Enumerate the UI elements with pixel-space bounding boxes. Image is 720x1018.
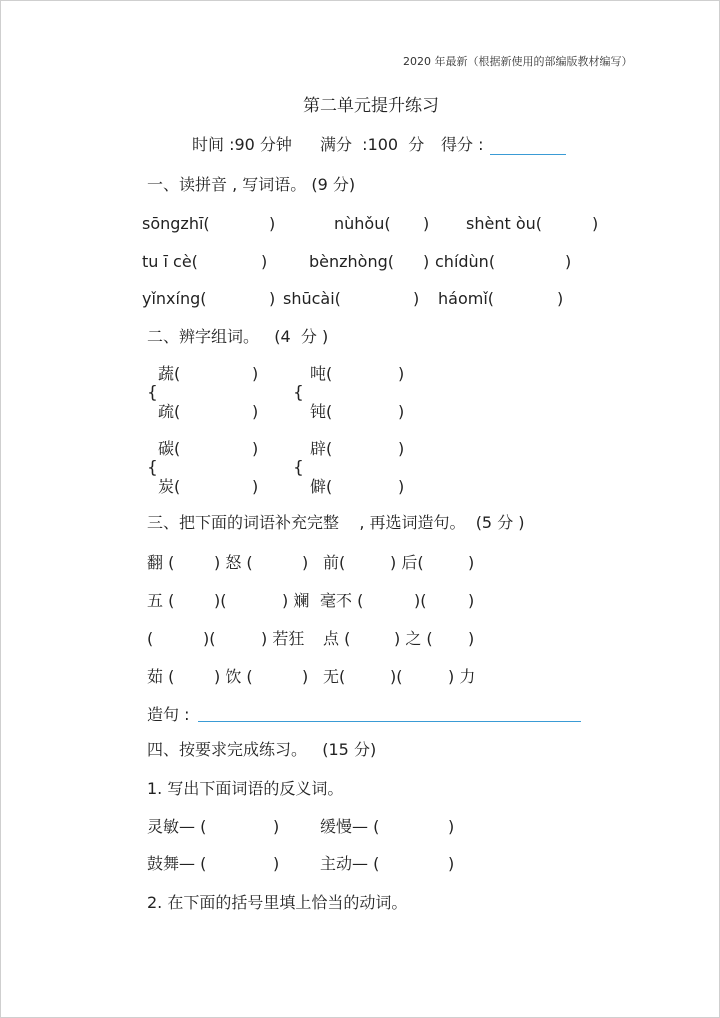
antonym-item: 灵敏— (	[147, 817, 207, 836]
idiom-part: )	[468, 553, 475, 572]
paren-close: )	[252, 477, 259, 496]
idiom-part: )	[468, 591, 475, 610]
pinyin-7: yǐnxíng(	[142, 289, 207, 308]
idiom-part: 毫不 (	[320, 591, 364, 610]
idiom-part: ) 怒 (	[214, 553, 253, 572]
char-shu-sparse: 疏(	[158, 402, 181, 421]
pinyin-3: shènt òu(	[466, 214, 542, 233]
idiom-part: 无(	[323, 667, 346, 686]
idiom-part: )(	[203, 629, 216, 648]
idiom-part: )	[302, 553, 309, 572]
char-shu-vegetable: 蔬(	[158, 364, 181, 383]
char-pi-remote: 僻(	[310, 477, 333, 496]
paren-close: )	[273, 854, 280, 873]
section1-heading: 一、读拼音 , 写词语。 (9 分)	[147, 175, 356, 194]
pinyin-4: tu ī cè(	[142, 252, 198, 271]
pinyin-9: háomǐ(	[438, 289, 495, 308]
paren-close: )	[423, 252, 430, 271]
page-title: 第二单元提升练习	[303, 96, 439, 116]
paren-close: )	[398, 402, 405, 421]
idiom-part: ) 后(	[390, 553, 424, 572]
brace: {	[293, 383, 304, 403]
paren-close: )	[398, 439, 405, 458]
pinyin-8: shūcài(	[283, 289, 341, 308]
paren-close: )	[261, 252, 268, 271]
question-1: 1. 写出下面词语的反义词。	[147, 779, 344, 798]
paren-close: )	[448, 817, 455, 836]
section4-heading: 四、按要求完成练习。 (15 分)	[147, 740, 377, 759]
antonym-item: 缓慢— (	[320, 817, 380, 836]
idiom-part: (	[147, 629, 154, 648]
idiom-part: ) 斓	[282, 591, 310, 610]
paren-close: )	[592, 214, 599, 233]
paren-close: )	[269, 214, 276, 233]
time-label: 时间 :90 分钟	[192, 135, 292, 154]
score-label: 满分 :100 分	[320, 135, 425, 154]
char-tan-carbon: 碳(	[158, 439, 181, 458]
idiom-part: ) 饮 (	[214, 667, 253, 686]
paren-close: )	[252, 439, 259, 458]
pinyin-2: nùhǒu(	[334, 214, 391, 233]
question-2: 2. 在下面的括号里填上恰当的动词。	[147, 893, 408, 912]
section3-heading: 三、把下面的词语补充完整 , 再选词造句。 (5 分 )	[147, 513, 525, 532]
idiom-part: )(	[214, 591, 227, 610]
got-label: 得分 :	[441, 135, 484, 154]
sentence-blank[interactable]	[198, 721, 581, 722]
brace: {	[293, 458, 304, 478]
idiom-part: 茹 (	[147, 667, 175, 686]
paren-close: )	[273, 817, 280, 836]
brace: {	[147, 458, 158, 478]
score-blank[interactable]	[490, 154, 566, 155]
brace: {	[147, 383, 158, 403]
paren-close: )	[423, 214, 430, 233]
paren-close: )	[565, 252, 572, 271]
idiom-part: ) 若狂	[261, 629, 305, 648]
pinyin-1: sōngzhī(	[142, 214, 210, 233]
char-tan-charcoal: 炭(	[158, 477, 181, 496]
char-dun-blunt: 钝(	[310, 402, 333, 421]
idiom-part: 前(	[323, 553, 346, 572]
char-dun-ton: 吨(	[310, 364, 333, 383]
idiom-part: )(	[390, 667, 403, 686]
idiom-part: ) 之 (	[394, 629, 433, 648]
paren-close: )	[448, 854, 455, 873]
paren-close: )	[252, 364, 259, 383]
char-pi-open: 辟(	[310, 439, 333, 458]
idiom-part: 翻 (	[147, 553, 175, 572]
pinyin-6: chídùn(	[435, 252, 496, 271]
idiom-part: )	[302, 667, 309, 686]
antonym-item: 主动— (	[320, 854, 380, 873]
paren-close: )	[413, 289, 420, 308]
paren-close: )	[398, 364, 405, 383]
antonym-item: 鼓舞— (	[147, 854, 207, 873]
idiom-part: )(	[414, 591, 427, 610]
paren-close: )	[269, 289, 276, 308]
idiom-part: 五 (	[147, 591, 175, 610]
idiom-part: 点 (	[323, 629, 351, 648]
pinyin-5: bènzhòng(	[309, 252, 395, 271]
source-note: 2020 年最新（根据新使用的部编版教材编写）	[403, 55, 633, 68]
paren-close: )	[252, 402, 259, 421]
section2-heading: 二、辨字组词。 (4 分 )	[147, 327, 329, 346]
idiom-part: )	[468, 629, 475, 648]
paren-close: )	[557, 289, 564, 308]
idiom-part: ) 力	[448, 667, 476, 686]
paren-close: )	[398, 477, 405, 496]
sentence-label: 造句 :	[147, 705, 190, 724]
